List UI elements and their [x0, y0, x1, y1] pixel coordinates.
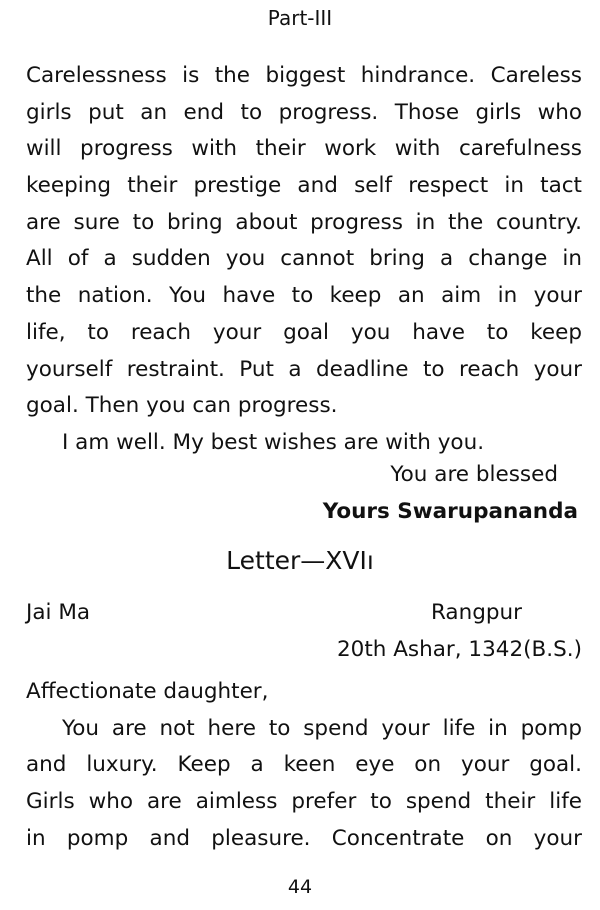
text-line: goal. Then you can progress.: [26, 393, 338, 419]
text-line: and luxury. Keep a keen eye on your goal.: [26, 752, 582, 778]
text-line: Girls who are aimless prefer to spend their life: [26, 789, 582, 815]
running-header: Part-III: [267, 6, 333, 30]
page-number: 44: [287, 876, 313, 898]
next-letter-body: [26, 674, 582, 857]
text-line: yourself restraint. Put a deadline to reach your: [26, 356, 582, 382]
text-line: Carelessness is the biggest hindrance. Careless: [26, 63, 582, 88]
text-line: will progress with their work with carefulness: [26, 136, 582, 162]
wishes-line: I am well. My best wishes are with you.: [62, 429, 485, 455]
letter-title: Letter—XVIı: [226, 546, 374, 575]
salutation: Affectionate daughter,: [26, 679, 269, 704]
text-line: You are not here to spend your life in pomp: [62, 715, 582, 741]
previous-letter-body: [26, 58, 582, 462]
text-line: girls put an end to progress. Those girls who: [26, 99, 582, 125]
letter-date: 20th Ashar, 1342(B.S.): [336, 637, 582, 662]
text-line: keeping their prestige and self respect in tact: [26, 173, 582, 199]
place: Rangpur: [430, 600, 522, 625]
text-line: are sure to bring about progress in the country.: [26, 209, 582, 235]
text-line: the nation. You have to keep an aim in your: [26, 283, 582, 309]
greeting-row: [26, 600, 582, 625]
text-line: in pomp and pleasure. Concentrate on your: [26, 825, 582, 851]
text-line: life, to reach your goal you have to keep: [26, 319, 582, 345]
blessing-line: You are blessed: [390, 462, 558, 487]
greeting: Jai Ma: [26, 600, 91, 625]
text-line: All of a sudden you cannot bring a change in: [26, 246, 582, 272]
signature: Yours Swarupananda: [322, 499, 578, 524]
